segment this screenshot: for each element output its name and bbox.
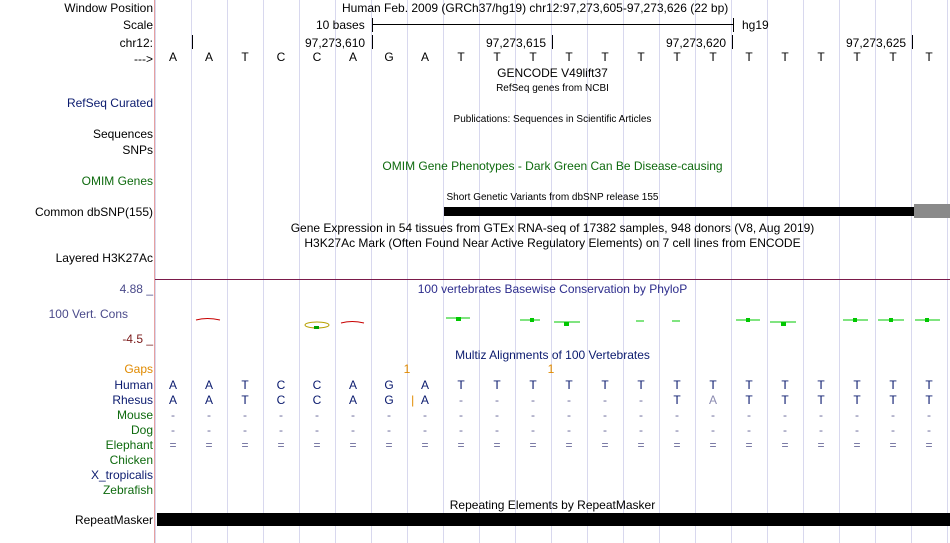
repeatmasker-label[interactable]: RepeatMasker (74, 513, 153, 527)
aligned-base: - (675, 423, 679, 437)
aligned-base: T (637, 378, 645, 392)
aligned-base: - (603, 423, 607, 437)
base-letter: A (168, 50, 177, 64)
aligned-base: T (529, 378, 537, 392)
species-label-zebrafish: Zebrafish (102, 483, 153, 497)
aligned-base: - (819, 408, 823, 422)
aligned-base: - (171, 408, 175, 422)
aligned-base: - (243, 423, 247, 437)
aligned-base: G (384, 393, 394, 407)
aligned-base: - (423, 408, 427, 422)
phylop-mark (196, 319, 220, 321)
aligned-base: C (312, 378, 322, 392)
aligned-base: T (673, 393, 681, 407)
aligned-base: A (348, 378, 357, 392)
aligned-base: T (889, 393, 897, 407)
aligned-base: - (567, 408, 571, 422)
h3k27ac-title[interactable]: H3K27Ac Mark (Often Found Near Active Regulatory Elements) on 7 cell lines from ENCODE (304, 236, 801, 250)
aligned-base: - (747, 408, 751, 422)
aligned-base: = (313, 438, 321, 452)
aligned-base: = (853, 438, 861, 452)
aligned-base: - (531, 393, 535, 407)
aligned-base: - (603, 393, 607, 407)
aligned-base: - (891, 408, 895, 422)
phylop-mark (341, 322, 364, 324)
species-label-rhesus: Rhesus (112, 393, 153, 407)
aligned-base: - (495, 423, 499, 437)
aligned-base: - (639, 393, 643, 407)
aligned-base: - (639, 408, 643, 422)
aligned-base: = (421, 438, 429, 452)
phylop-mark (456, 317, 461, 321)
aligned-base: T (745, 378, 753, 392)
phylop-mark (564, 322, 569, 326)
base-letter: A (420, 50, 429, 64)
common-dbsnp-label[interactable]: Common dbSNP(155) (34, 205, 153, 219)
aligned-base: A (168, 378, 177, 392)
aligned-base: G (384, 378, 394, 392)
aligned-base: = (889, 438, 897, 452)
aligned-base: T (709, 378, 717, 392)
dbsnp-title[interactable]: Short Genetic Variants from dbSNP release 155 (446, 192, 659, 203)
aligned-base: - (567, 393, 571, 407)
base-letter: T (853, 50, 861, 64)
aligned-base: T (853, 393, 861, 407)
aligned-base: - (387, 408, 391, 422)
aligned-base: T (781, 378, 789, 392)
aligned-base: = (385, 438, 393, 452)
aligned-base: - (495, 393, 499, 407)
aligned-base: - (315, 408, 319, 422)
aligned-base: T (241, 378, 249, 392)
aligned-base: = (565, 438, 573, 452)
phylop-mark (746, 318, 750, 322)
phylop-negative-marks (196, 319, 364, 324)
ruler-coord: 97,273,610 (305, 36, 366, 50)
aligned-base: - (279, 408, 283, 422)
phylop-mark (530, 318, 534, 322)
aligned-base: = (493, 438, 501, 452)
aligned-base: - (531, 408, 535, 422)
aligned-base: | A (411, 393, 429, 407)
aligned-base: = (529, 438, 537, 452)
aligned-base: = (817, 438, 825, 452)
aligned-base: - (603, 408, 607, 422)
aligned-base: - (495, 408, 499, 422)
aligned-base: = (277, 438, 285, 452)
aligned-base: - (351, 408, 355, 422)
aligned-base: T (673, 378, 681, 392)
aligned-base: = (637, 438, 645, 452)
base-letter: T (709, 50, 717, 64)
base-letter: A (348, 50, 357, 64)
sequences-label[interactable]: Sequences (92, 127, 153, 141)
scale-text: 10 bases (316, 18, 365, 32)
species-label-elephant: Elephant (105, 438, 153, 452)
phylop-mark (314, 326, 319, 329)
aligned-base: A (348, 393, 357, 407)
phylop-min-label: -4.5 _ (122, 332, 153, 346)
refseq-subtitle: RefSeq genes from NCBI (496, 83, 609, 94)
aligned-base: = (205, 438, 213, 452)
repeat-element-bar[interactable] (157, 513, 950, 526)
gencode-title[interactable]: GENCODE V49lift37 (497, 66, 608, 80)
aligned-base: = (709, 438, 717, 452)
aligned-base: = (349, 438, 357, 452)
base-letter: C (312, 50, 322, 64)
refseq-curated-label[interactable]: RefSeq Curated (66, 96, 153, 110)
base-letter: T (925, 50, 933, 64)
omim-title[interactable]: OMIM Gene Phenotypes - Dark Green Can Be Disease-causing (382, 159, 723, 173)
aligned-base: T (925, 393, 933, 407)
window-position-text: Human Feb. 2009 (GRCh37/hg19) chr12:97,273,605-97,273,626 (22 bp) (342, 1, 729, 15)
aligned-base: A (168, 393, 177, 407)
species-label-x-tropicalis: X_tropicalis (90, 468, 153, 482)
aligned-base: - (927, 408, 931, 422)
gap-count: 1 (403, 362, 411, 376)
publications-title[interactable]: Publications: Sequences in Scientific Articles (453, 114, 652, 125)
scale-label: Scale (122, 18, 153, 32)
aligned-base: - (351, 423, 355, 437)
base-letter: A (204, 50, 213, 64)
ruler-coord: 97,273,615 (486, 36, 547, 50)
phylop-mark (889, 318, 893, 322)
aligned-base: T (601, 378, 609, 392)
aligned-base: - (171, 423, 175, 437)
base-letter: T (745, 50, 753, 64)
aligned-base: T (457, 378, 465, 392)
aligned-base: = (241, 438, 249, 452)
aligned-base: C (276, 378, 286, 392)
base-letter: T (673, 50, 681, 64)
base-letter: T (493, 50, 501, 64)
phylop-track-label[interactable]: 100 Vert. Cons (48, 307, 128, 321)
arrow-label: ---> (134, 52, 153, 66)
phylop-max-label: 4.88 _ (119, 282, 153, 296)
aligned-base: = (457, 438, 465, 452)
aligned-base: - (855, 408, 859, 422)
aligned-base: - (783, 423, 787, 437)
aligned-base: T (745, 393, 753, 407)
aligned-base: - (315, 423, 319, 437)
aligned-base: T (925, 378, 933, 392)
base-letter: T (817, 50, 825, 64)
gaps-label: Gaps (124, 362, 153, 376)
species-label-human: Human (114, 378, 153, 392)
gtex-title[interactable]: Gene Expression in 54 tissues from GTEx RNA-seq of 17382 samples, 948 donors (V8, Aug 2019) (290, 221, 815, 235)
snps-label[interactable]: SNPs (122, 143, 153, 157)
aligned-base: - (747, 423, 751, 437)
base-letter: T (529, 50, 537, 64)
base-letter: T (637, 50, 645, 64)
species-label-chicken: Chicken (109, 453, 153, 467)
phylop-mark (781, 322, 786, 326)
aligned-base: T (817, 393, 825, 407)
aligned-base: T (565, 378, 573, 392)
aligned-base: - (711, 408, 715, 422)
ruler-coord: 97,273,625 (846, 36, 907, 50)
aligned-base: - (459, 393, 463, 407)
aligned-base: - (891, 423, 895, 437)
aligned-base: - (639, 423, 643, 437)
aligned-base: - (783, 408, 787, 422)
aligned-base: T (781, 393, 789, 407)
phylop-mark (925, 318, 929, 322)
ruler-coord: 97,273,620 (666, 36, 727, 50)
window-position-label: Window Position (64, 1, 153, 15)
aligned-base: T (493, 378, 501, 392)
phylop-mark (853, 318, 857, 322)
aligned-base: T (889, 378, 897, 392)
aligned-base: A (420, 378, 429, 392)
aligned-base: = (925, 438, 933, 452)
base-letter: T (889, 50, 897, 64)
base-letter: T (457, 50, 465, 64)
base-letter: C (276, 50, 286, 64)
aligned-base: - (243, 408, 247, 422)
gap-count: 1 (547, 362, 555, 376)
base-letter: T (241, 50, 249, 64)
aligned-base: - (207, 408, 211, 422)
aligned-base: A (708, 393, 717, 407)
aligned-base: T (241, 393, 249, 407)
base-letter: G (384, 50, 394, 64)
aligned-base: A (204, 378, 213, 392)
aligned-base: - (207, 423, 211, 437)
aligned-base: - (279, 423, 283, 437)
aligned-base: C (312, 393, 322, 407)
aligned-base: C (276, 393, 286, 407)
base-letter: T (781, 50, 789, 64)
aligned-base: - (567, 423, 571, 437)
layered-h3k27ac-label[interactable]: Layered H3K27Ac (55, 251, 153, 265)
base-letter: T (601, 50, 609, 64)
aligned-base: - (711, 423, 715, 437)
aligned-base: - (675, 408, 679, 422)
aligned-base: - (423, 423, 427, 437)
aligned-base: = (601, 438, 609, 452)
species-label-dog: Dog (130, 423, 153, 437)
omim-genes-label[interactable]: OMIM Genes (81, 174, 153, 188)
aligned-base: = (745, 438, 753, 452)
phylop-positive-marks (305, 317, 940, 329)
base-letter: T (565, 50, 573, 64)
species-label-mouse: Mouse (116, 408, 153, 422)
aligned-base: - (855, 423, 859, 437)
aligned-base: - (927, 423, 931, 437)
aligned-base: T (817, 378, 825, 392)
aligned-base: - (819, 423, 823, 437)
aligned-base: - (531, 423, 535, 437)
aligned-base: = (673, 438, 681, 452)
assembly-name: hg19 (742, 18, 769, 32)
multiz-title[interactable]: Multiz Alignments of 100 Vertebrates (455, 348, 650, 362)
aligned-base: - (387, 423, 391, 437)
aligned-base: = (781, 438, 789, 452)
aligned-base: - (459, 423, 463, 437)
aligned-base: A (204, 393, 213, 407)
repeatmasker-title[interactable]: Repeating Elements by RepeatMasker (449, 498, 656, 512)
aligned-base: = (169, 438, 177, 452)
phylop-title[interactable]: 100 vertebrates Basewise Conservation by PhyloP (417, 282, 688, 296)
aligned-base: - (459, 408, 463, 422)
aligned-base: T (853, 378, 861, 392)
chr-label: chr12: (119, 36, 153, 50)
